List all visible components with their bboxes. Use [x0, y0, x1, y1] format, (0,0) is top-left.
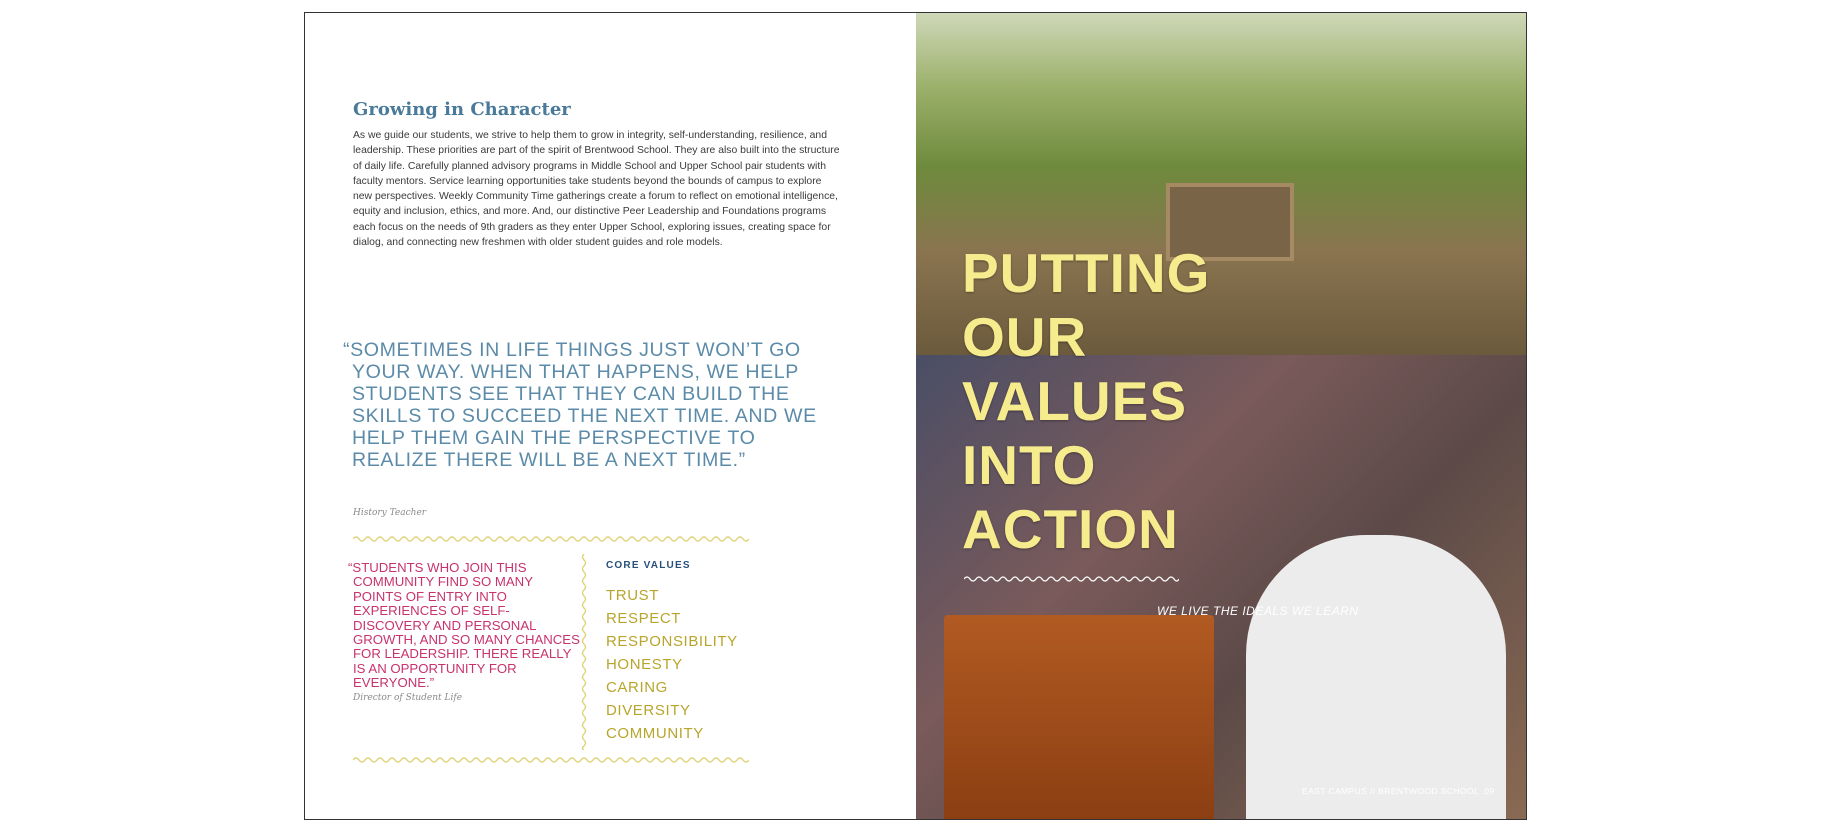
- wavy-divider-bottom: [353, 756, 749, 764]
- brochure-spread: [304, 12, 1527, 820]
- teacher-quote: “SOMETIMES IN LIFE THINGS JUST WON’T GO YOUR WAY. WHEN THAT HAPPENS, WE HELP STUDENTS SEE THAT THEY CAN BUILD THE SKILLS TO SUCCEED THE NEXT TIME. AND WE HELP THEM GAIN THE PERSPECTIVE TO REALIZE THERE WILL BE A NEXT TIME.”: [343, 339, 817, 471]
- core-values-label: CORE VALUES: [606, 560, 691, 571]
- vertical-wavy-divider: [581, 554, 587, 750]
- core-values-list: [606, 584, 738, 745]
- headline-line: VALUES: [962, 370, 1188, 432]
- page-footer: EAST CAMPUS // BRENTWOOD SCHOOL .09: [1302, 786, 1495, 796]
- tagline: WE LIVE THE IDEALS WE LEARN: [1157, 604, 1359, 618]
- right-page: [916, 13, 1527, 819]
- intro-paragraph: As we guide our students, we strive to help them to grow in integrity, self-understanding, resilience, and leadership. These priorities are part of the spirit of Brentwood School. They are also built into the structure of daily life. Carefully planned advisory programs in Middle School and Upper School pair students with faculty mentors. Service learning opportunities take students beyond the bounds of campus to explore new perspectives. Weekly Community Time gatherings create a forum to reflect on emotional intelligence, equity and inclusion, ethics, and more. And, our distinctive Peer Leadership and Foundations programs each focus on the needs of 9th graders as they enter Upper School, exploring issues, creating space for dialog, and connecting new freshmen with older student guides and role models.: [353, 130, 840, 249]
- wavy-divider-top: [353, 535, 749, 543]
- director-quote: “STUDENTS WHO JOIN THIS COMMUNITY FIND SO MANY POINTS OF ENTRY INTO EXPERIENCES OF SELF-DISCOVERY AND PERSONAL GROWTH, AND SO MANY CHANCES FOR LEADERSHIP. THERE REALLY IS AN OPPORTUNITY FOR EVERYONE.”: [348, 560, 580, 691]
- headline-wavy-underline: [964, 575, 1179, 583]
- core-value-item: RESPONSIBILITY: [606, 633, 738, 650]
- section-title: Growing in Character: [353, 99, 571, 120]
- headline-line: INTO: [962, 434, 1097, 496]
- core-value-item: CARING: [606, 679, 668, 696]
- core-value-item: DIVERSITY: [606, 702, 691, 719]
- core-value-item: HONESTY: [606, 656, 683, 673]
- core-value-item: COMMUNITY: [606, 725, 704, 742]
- teacher-quote-attribution: History Teacher: [353, 508, 427, 518]
- podium: [944, 615, 1214, 819]
- headline-line: OUR: [962, 306, 1088, 368]
- core-value-item: RESPECT: [606, 610, 682, 627]
- core-value-item: TRUST: [606, 587, 659, 604]
- headline: [962, 241, 1210, 561]
- headline-line: ACTION: [962, 498, 1179, 560]
- student-speaker: [1246, 535, 1506, 819]
- headline-line: PUTTING: [962, 242, 1211, 304]
- left-page: [305, 13, 916, 819]
- director-quote-attribution: Director of Student Life: [353, 693, 463, 703]
